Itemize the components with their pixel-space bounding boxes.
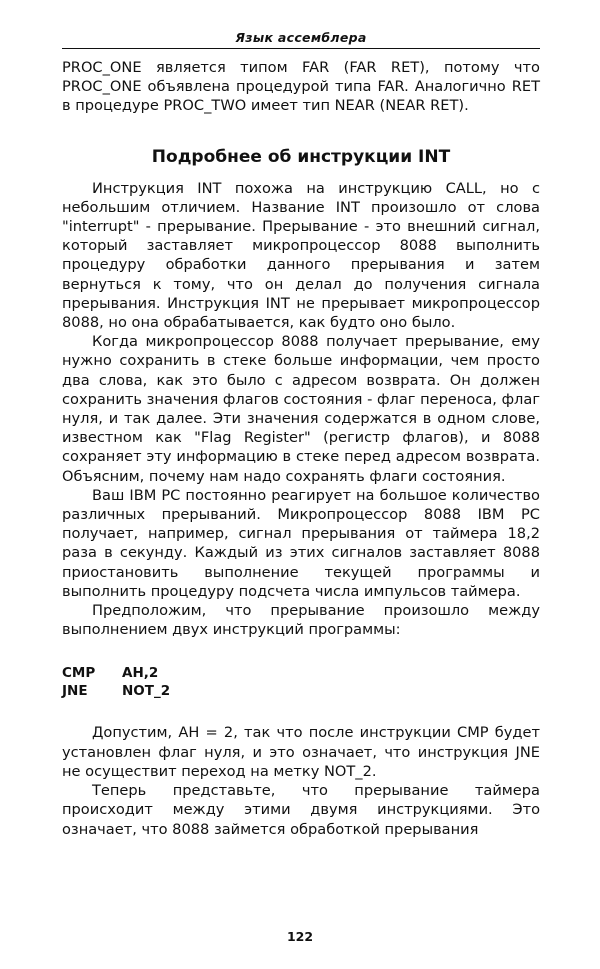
running-header: Язык ассемблера [62,30,540,49]
code-line-jne [62,682,540,700]
body-paragraph-1: Инструкция INT похожа на инструкцию CALL, но с небольшим отличием. Название INT произошло от слова "interrupt" - прерывание. Прерывание - это внешний сигнал, который заставляет микропроцессор 8088 выполнить процедуру обработки данного прерывания и затем вернуться к тому, что он делал до получения сигнала прерывания. Инструкция INT не прерывает микропроцессор 8088, но она обрабатывается, как будто оно было. [62,179,540,332]
body-paragraph-5: Допустим, AH = 2, так что после инструкции CMP будет установлен флаг нуля, и это означает, что инструкция JNE не осуществит переход на метку NOT_2. [62,724,540,780]
body-paragraph-6: Теперь представьте, что прерывание таймера происходит между этими двумя инструкциями. Это означает, что 8088 займется обработкой прерывания [62,782,540,838]
intro-paragraph: PROC_ONE является типом FAR (FAR RET), потому что PROC_ONE объявлена процедурой типа FAR. Аналогично RET в процедуре PROC_TWO имеет тип NEAR (NEAR RET). [62,59,540,115]
code-listing [62,664,540,700]
body-paragraph-4: Предположим, что прерывание произошло между выполнением двух инструкций программы: [62,602,540,639]
body-paragraph-3: Ваш IBM PC постоянно реагирует на большое количество различных прерываний. Микропроцессор 8088 IBM PC получает, например, сигнал прерывания от таймера 18,2 раза в секунду. Каждый из этих сигналов заставляет 8088 приостановить выполнение текущей программы и выполнить процедуру подсчета числа импульсов таймера. [62,486,540,600]
code-opcode: JNE [62,683,88,700]
book-page [62,30,540,839]
code-opcode: CMP [62,665,96,682]
body-paragraph-2: Когда микропроцессор 8088 получает прерывание, ему нужно сохранить в стеке больше информации, чем просто два слова, как это было с адресом возврата. Он должен сохранить значения флагов состояния - флаг переноса, флаг нуля, и так далее. Эти значения содержатся в одном слове, известном как "Flag Register" (регистр флагов), и 8088 сохраняет эту информацию в стеке перед адресом возврата. Объясним, почему нам надо сохранять флаги состояния. [62,333,540,485]
section-title: Подробнее об инструкции INT [151,146,451,167]
code-line-cmp [62,664,540,682]
code-operands: AH,2 [122,665,159,682]
code-operands: NOT_2 [122,683,171,700]
page-number: 122 [286,929,314,944]
